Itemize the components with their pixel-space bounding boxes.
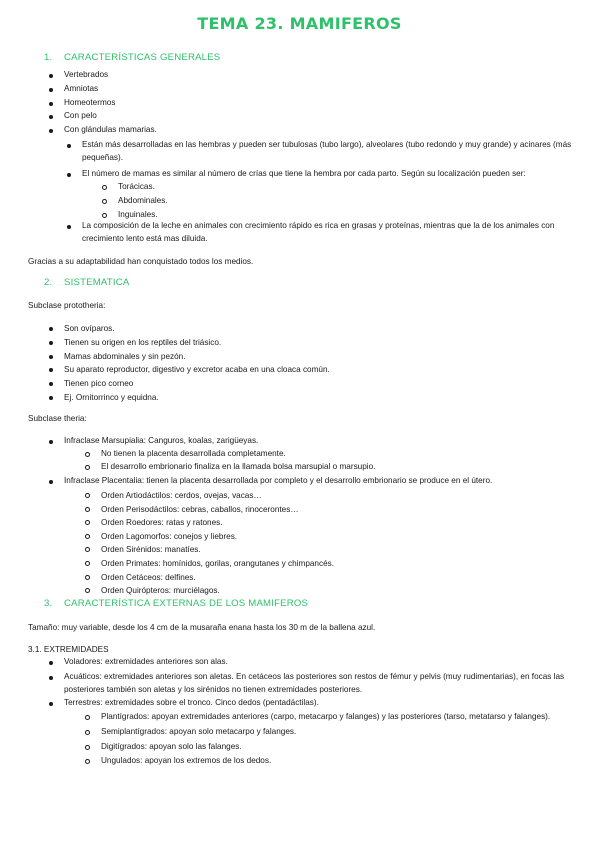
list-item: Orden Sirénidos: manatíes. [101, 543, 581, 557]
list-item: No tienen la placenta desarrollada completamente. [101, 448, 581, 461]
list-item: Terrestres: extremidades sobre el tronco. Cinco dedos (pentadáctilas). [64, 697, 574, 710]
milk-composition-list [82, 220, 577, 246]
list-item: Orden Lagomorfos: conejos y liebres. [101, 530, 581, 544]
list-item: Orden Quirópteros: murciélagos. [101, 584, 581, 598]
list-item: Orden Cetáceos: delfines. [101, 571, 581, 585]
mammary-glands-sublist [82, 139, 577, 180]
list-item: Vertebrados [64, 69, 574, 82]
list-item: Orden Roedores: ratas y ratones. [101, 516, 581, 530]
list-item: Son ovíparos. [64, 322, 574, 336]
section-3-number: 3. [44, 598, 53, 609]
prototheria-list [64, 322, 574, 405]
section-1-title: CARACTERÍSTICAS GENERALES [64, 52, 221, 63]
section-1-heading [44, 52, 220, 63]
list-item: Acuáticos: extremidades anteriores son aletas. En cetáceos las posteriores son restos de fémur y pelvis (muy rudimentarias), en focas las posteriores también son aletas y los sirénidos no tienen extremidades posteriores. [64, 671, 574, 697]
subsection-3-1-heading: 3.1. EXTREMIDADES [28, 645, 109, 654]
limbs-list [64, 656, 574, 710]
list-item: El desarrollo embrionario finaliza en la llamada bolsa marsupial o marsupio. [101, 461, 581, 474]
list-item: Están más desarrolladas en las hembras y pueden ser tubulosas (tubo largo), alveolares (tubo redondo y muy grande) y acinares (más pequeñas). [82, 139, 577, 165]
terrestrial-types-list [101, 711, 571, 768]
list-item: Infraclase Placentalia: tienen la placenta desarrollada por completo y el desarrollo embrionario se produce en el útero. [64, 475, 574, 488]
prototheria-label: Subclase prototheria: [28, 301, 106, 310]
list-item: Con glándulas mamarias. [64, 124, 574, 137]
theria-label: Subclase theria: [28, 414, 87, 423]
section-3-title: CARACTERÍSTICA EXTERNAS DE LOS MAMIFEROS [64, 598, 309, 609]
list-item: Tienen su origen en los reptiles del triásico. [64, 336, 574, 350]
list-item: La composición de la leche en animales con crecimiento rápido es rica en grasas y proteínas, mientras que la de los animales con crecimiento lento está mas diluida. [82, 220, 577, 246]
section-2-heading [44, 277, 129, 288]
size-paragraph: Tamaño: muy variable, desde los 4 cm de la musaraña enana hasta los 30 m de la ballena azul. [28, 623, 376, 632]
document-title: TEMA 23. MAMIFEROS [197, 14, 402, 33]
list-item: Mamas abdominales y sin pezón. [64, 350, 574, 364]
marsupialia-sublist [101, 448, 581, 474]
general-features-list [64, 69, 574, 137]
list-item: El número de mamas es similar al número de crías que tiene la hembra por cada parto. Según su localización pueden ser: [82, 168, 577, 181]
section-2-number: 2. [44, 277, 53, 288]
list-item: Voladores: extremidades anteriores son alas. [64, 656, 574, 669]
list-item: Su aparato reproductor, digestivo y excretor acaba en una cloaca común. [64, 363, 574, 377]
list-item: Ungulados: apoyan los extremos de los dedos. [101, 755, 571, 768]
list-item: Semiplantígrados: apoyan solo metacarpo y falanges. [101, 726, 571, 739]
placentalia-item [64, 475, 574, 488]
section-2-title: SISTEMATICA [64, 277, 130, 288]
list-item: Abdominales. [118, 195, 418, 208]
list-item: Orden Perisodáctilos: cebras, caballos, rinocerontes… [101, 503, 581, 517]
list-item: Orden Primates: homínidos, gorilas, orangutanes y chimpancés. [101, 557, 581, 571]
list-item: Amniotas [64, 83, 574, 96]
mamma-location-list [118, 181, 418, 221]
list-item: Plantígrados: apoyan extremidades anteriores (carpo, metacarpo y falanges) y las posteriores (tarso, metatarso y falanges). [101, 711, 571, 724]
list-item: Torácicas. [118, 181, 418, 194]
list-item: Digitígrados: apoyan solo las falanges. [101, 741, 571, 754]
marsupialia-item [64, 435, 574, 448]
placentalia-orders-list [101, 489, 581, 598]
list-item: Infraclase Marsupialia: Canguros, koalas, zarigüeyas. [64, 435, 574, 448]
section-3-heading [44, 598, 308, 609]
list-item: Homeotermos [64, 97, 574, 110]
list-item: Orden Artiodáctilos: cerdos, ovejas, vacas… [101, 489, 581, 503]
list-item: Inguinales. [118, 209, 418, 222]
adaptability-paragraph: Gracias a su adaptabilidad han conquistado todos los medios. [28, 257, 254, 266]
list-item: Tienen pico corneo [64, 377, 574, 391]
list-item: Ej. Ornitorrinco y equidna. [64, 391, 574, 405]
list-item: Con pelo [64, 110, 574, 123]
section-1-number: 1. [44, 52, 53, 63]
